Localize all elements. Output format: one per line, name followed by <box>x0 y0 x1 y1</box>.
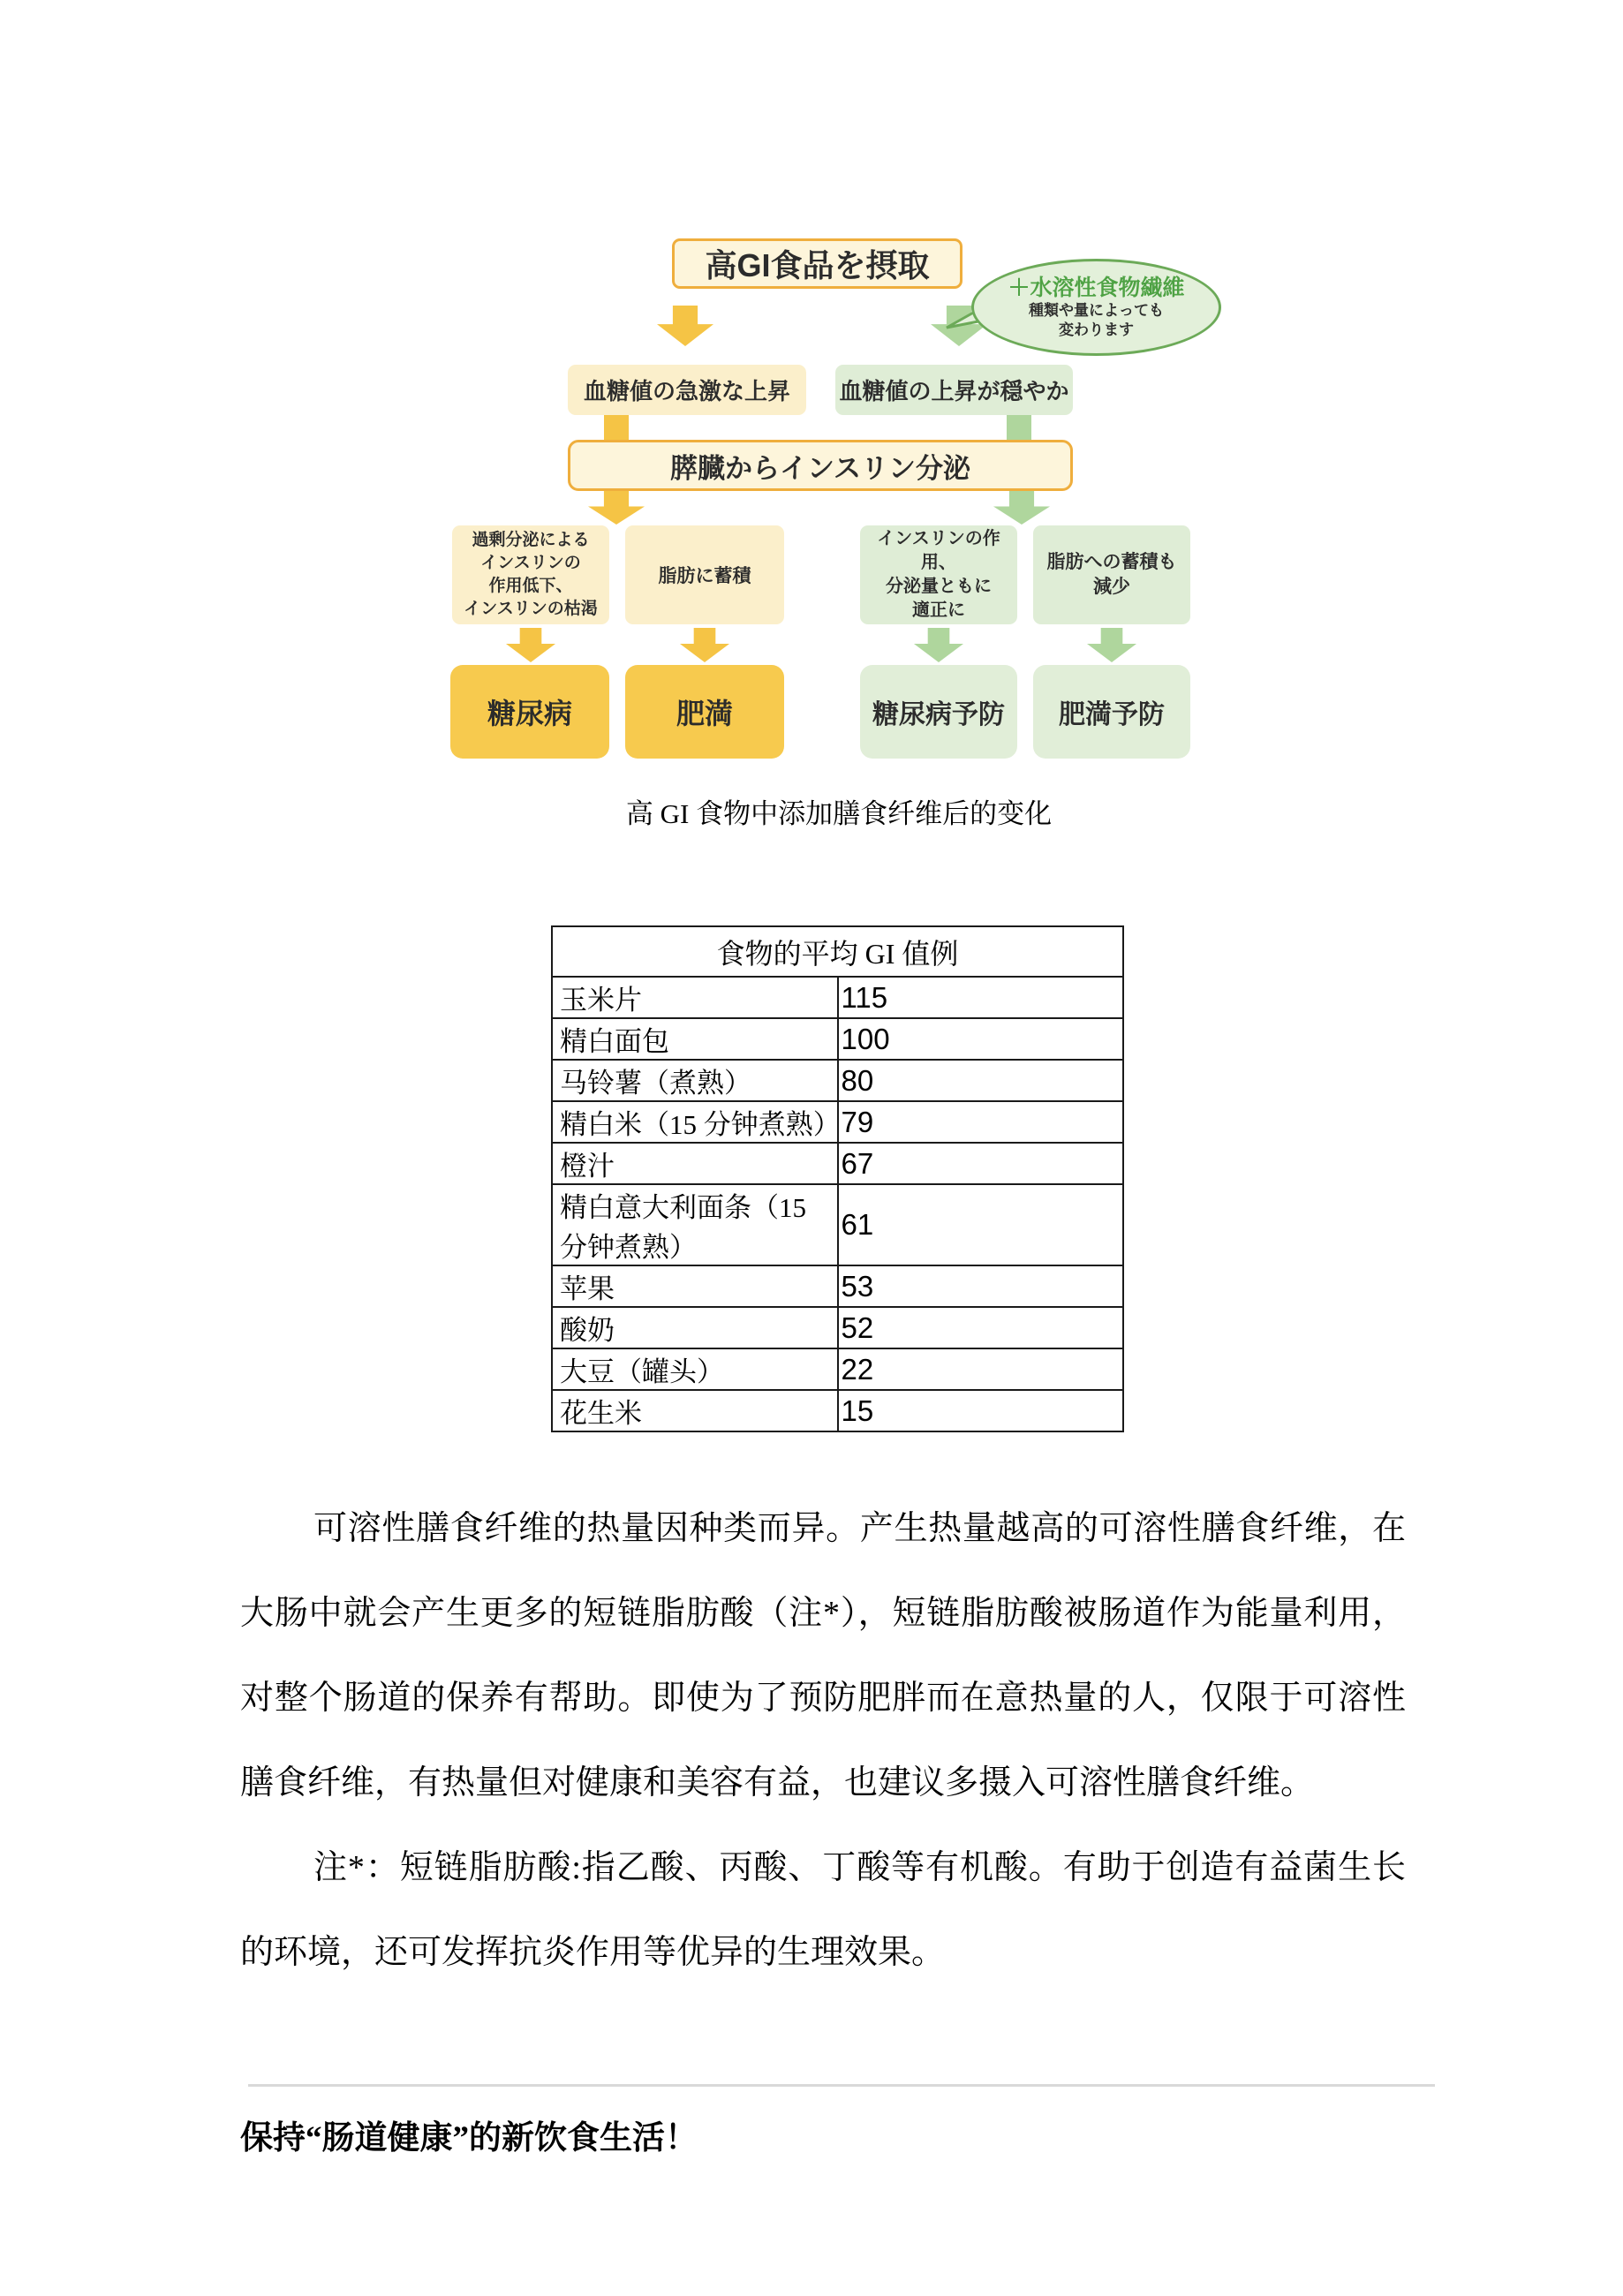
fat-storage-reduced-line: 減少 <box>1093 577 1130 597</box>
excess-secretion-line: インスリンの枯渇 <box>464 600 598 618</box>
gi-value-cell: 67 <box>838 1143 1124 1184</box>
gi-value-cell: 61 <box>838 1184 1124 1265</box>
horizontal-divider <box>248 2084 1435 2087</box>
gi-value-cell: 100 <box>838 1018 1124 1060</box>
blood-sugar-rapid-rise-label: 血糖値の急激な上昇 <box>583 378 790 404</box>
food-name-cell: 橙汁 <box>552 1143 838 1184</box>
gi-values-table <box>551 925 1124 1432</box>
obesity-label: 肥満 <box>676 698 733 729</box>
table-row <box>552 1184 1123 1265</box>
gi-value-cell: 52 <box>838 1307 1124 1348</box>
down-arrow-yellow-icon <box>588 491 645 525</box>
down-arrow-yellow-icon <box>680 628 729 662</box>
fat-storage-reduced-box <box>1033 525 1190 624</box>
excess-secretion-line: インスリンの <box>480 554 581 572</box>
table-row <box>552 1018 1123 1060</box>
insulin-secretion-box <box>568 440 1073 491</box>
insulin-proper-line: インスリンの作用、 <box>877 529 1000 572</box>
bubble-subtext-line1: 種類や量によっても <box>1029 302 1164 319</box>
body-text <box>240 1486 1406 1995</box>
paragraph-note: 注*：短链脂肪酸:指乙酸、丙酸、丁酸等有机酸。有助于创造有益菌生长的环境，还可发挥抗炎作用等优异的生理效果。 <box>240 1849 1406 1971</box>
food-name-cell: 精白米（15 分钟煮熟） <box>552 1101 838 1143</box>
diabetes-prevention-box <box>860 665 1017 759</box>
connector-yellow <box>604 415 629 442</box>
insulin-proper-line: 分泌量ともに <box>886 577 992 596</box>
down-arrow-green-icon <box>1087 628 1136 662</box>
figure-caption: 高 GI 食物中添加膳食纤维后的变化 <box>625 798 1053 829</box>
excess-secretion-box <box>452 525 609 624</box>
table-row <box>552 1143 1123 1184</box>
flowchart-top-box <box>672 238 962 289</box>
food-name-cell: 花生米 <box>552 1390 838 1431</box>
diabetes-label: 糖尿病 <box>487 698 572 729</box>
gi-value-cell: 115 <box>838 977 1124 1018</box>
insulin-proper-line: 適正に <box>912 600 965 620</box>
down-arrow-yellow-icon <box>657 306 713 346</box>
table-row <box>552 1060 1123 1101</box>
food-name-cell: 精白面包 <box>552 1018 838 1060</box>
food-name-cell: 大豆（罐头） <box>552 1348 838 1390</box>
gi-value-cell: 53 <box>838 1265 1124 1307</box>
gi-value-cell: 80 <box>838 1060 1124 1101</box>
table-row <box>552 1265 1123 1307</box>
food-name-cell: 酸奶 <box>552 1307 838 1348</box>
gi-value-cell: 15 <box>838 1390 1124 1431</box>
insulin-proper-box <box>860 525 1017 624</box>
food-name-cell: 苹果 <box>552 1265 838 1307</box>
connector-green <box>1007 415 1031 442</box>
blood-sugar-rapid-rise-box <box>568 365 806 415</box>
footer-heading: 保持“肠道健康”的新饮食生活！ <box>240 2120 698 2156</box>
table-row <box>552 1348 1123 1390</box>
food-name-cell: 马铃薯（煮熟） <box>552 1060 838 1101</box>
obesity-prevention-box <box>1033 665 1190 759</box>
food-name-cell: 玉米片 <box>552 977 838 1018</box>
gi-value-cell: 22 <box>838 1348 1124 1390</box>
fat-accumulation-label: 脂肪に蓄積 <box>658 566 751 586</box>
down-arrow-green-icon <box>914 628 963 662</box>
bubble-title: ＋水溶性食物繊維 <box>1008 276 1185 300</box>
down-arrow-yellow-icon <box>506 628 555 662</box>
table-row <box>552 1390 1123 1431</box>
obesity-prevention-label: 肥満予防 <box>1059 700 1165 729</box>
blood-sugar-gentle-rise-label: 血糖値の上昇が穏やか <box>839 378 1069 404</box>
insulin-secretion-label: 膵臓からインスリン分泌 <box>669 452 971 484</box>
flowchart-top-box-label: 高GI食品を摂取 <box>705 247 930 283</box>
excess-secretion-line: 過剰分泌による <box>472 531 590 549</box>
fat-accumulation-box <box>625 525 784 624</box>
table-row <box>552 1307 1123 1348</box>
gi-value-cell: 79 <box>838 1101 1124 1143</box>
table-row <box>552 977 1123 1018</box>
table-row <box>552 1101 1123 1143</box>
bubble-subtext-line2: 変わります <box>1059 321 1134 338</box>
down-arrow-green-icon <box>993 491 1050 525</box>
obesity-box <box>625 665 784 759</box>
soluble-fiber-bubble <box>971 259 1221 356</box>
diabetes-box <box>450 665 609 759</box>
table-title: 食物的平均 GI 值例 <box>552 926 1123 977</box>
paragraph-soluble-fiber: 可溶性膳食纤维的热量因种类而异。产生热量越高的可溶性膳食纤维，在大肠中就会产生更多的短链脂肪酸（注*），短链脂肪酸被肠道作为能量利用，对整个肠道的保养有帮助。即使为了预防肥胖而在意热量的人，仅限于可溶性膳食纤维，有热量但对健康和美容有益，也建议多摄入可溶性膳食纤维。 <box>240 1510 1406 1801</box>
food-name-cell: 精白意大利面条（15 分钟煮熟） <box>552 1184 838 1265</box>
blood-sugar-gentle-rise-box <box>835 365 1073 415</box>
table-header-row <box>552 926 1123 977</box>
fat-storage-reduced-line: 脂肪への蓄積も <box>1046 552 1177 572</box>
excess-secretion-line: 作用低下、 <box>488 577 573 595</box>
diabetes-prevention-label: 糖尿病予防 <box>872 700 1005 729</box>
